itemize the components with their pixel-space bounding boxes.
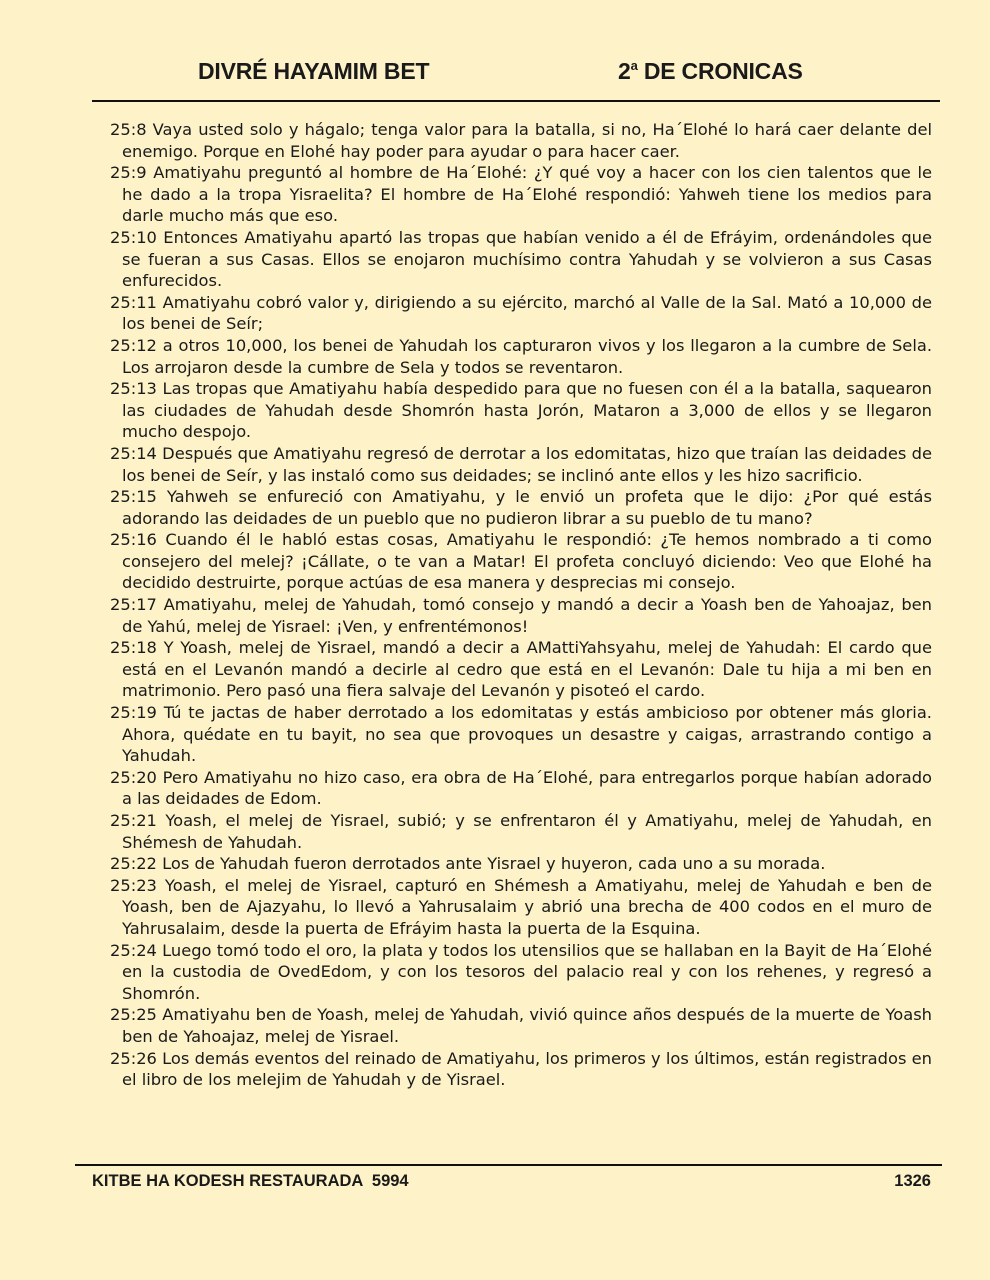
verse: 25:26 Los demás eventos del reinado de Amatiyahu, los primeros y los últimos, están registrados en el libro de los melejim de Yahudah y de Yisrael. [110, 1048, 932, 1090]
verse: 25:15 Yahweh se enfureció con Amatiyahu, y le envió un profeta que le dijo: ¿Por qué estás adorando las deidades de un pueblo que no pudieron librar a su pueblo de tu mano? [110, 487, 932, 528]
verse: 25:17 Amatiyahu, melej de Yahudah, tomó consejo y mandó a decir a Yoash ben de Yahoajaz, ben de Yahú, melej de Yisrael: ¡Ven, y enfrentémonos! [110, 595, 932, 636]
page-number: 1326 [894, 1172, 931, 1190]
verse: 25:16 Cuando él le habló estas cosas, Amatiyahu le respondió: ¿Te hemos nombrado a ti como consejero del melej? ¡Cállate, o te van a Matar! El profeta concluyó diciendo: Veo que Elohé ha decidido destruirte, porque actúas de esa manera y desprecias mi consejo. [110, 530, 932, 593]
book-subtitle-text: DE CRONICAS [637, 58, 803, 84]
verse: 25:14 Después que Amatiyahu regresó de derrotar a los edomitatas, hizo que traían las deidades de los benei de Seír, y las instaló como sus deidades; se inclinó ante ellos y les hizo sacrificio. [110, 443, 932, 485]
verse: 25:19 Tú te jactas de haber derrotado a los edomitatas y estás ambicioso por obtener más gloria. Ahora, quédate en tu bayit, no sea que provoques un desastre y caigas, arrastrando contigo a Yahudah. [110, 703, 932, 766]
verse: 25:13 Las tropas que Amatiyahu había despedido para que no fuesen con él a la batalla, saquearon las ciudades de Yahudah desde Shomrón hasta Jorón, Mataron a 3,000 de ellos y se llegaron mucho despojo. [110, 379, 932, 442]
footer-divider [75, 1164, 942, 1166]
verse: 25:18 Y Yoash, melej de Yisrael, mandó a decir a AMattiYahsyahu, melej de Yahudah: El cardo que está en el Levanón mandó a decirle al cedro que está en el Levanón: Dale tu hija a mi ben en matrimonio. Pero pasó una fiera salvaje del Levanón y pisoteó el cardo. [110, 638, 932, 701]
verse: 25:10 Entonces Amatiyahu apartó las tropas que habían venido a él de Efráyim, ordenándoles que se fueran a sus Casas. Ellos se enojaron muchísimo contra Yahudah y se volvieron a sus Casas enfurecidos. [110, 227, 932, 291]
verse: 25:11 Amatiyahu cobró valor y, dirigiendo a su ejército, marchó al Valle de la Sal. Mató a 10,000 de los benei de Seír; [110, 292, 932, 334]
book-subtitle-ordinal: a [630, 58, 638, 73]
verse: 25:22 Los de Yahudah fueron derrotados ante Yisrael y huyeron, cada uno a su morada. [110, 854, 826, 874]
book-subtitle-number: 2 [618, 58, 631, 84]
verse: 25:23 Yoash, el melej de Yisrael, capturó en Shémesh a Amatiyahu, melej de Yahudah e ben de Yoash, ben de Ajazyahu, lo llevó a Yahrusalaim y abrió una brecha de 400 codos en el muro de Yahrusalaim, desde la puerta de Efráyim hasta la puerta de la Esquina. [110, 875, 932, 938]
verse: 25:24 Luego tomó todo el oro, la plata y todos los utensilios que se hallaban en la Bayit de Ha´Elohé en la custodia de OvedEdom, y con los tesoros del palacio real y con los rehenes, y regresó a Shomrón. [110, 940, 932, 1003]
footer-edition: KITBE HA KODESH RESTAURADA 5994 [92, 1172, 409, 1190]
header-divider [92, 100, 940, 102]
page-header [93, 58, 940, 98]
book-title: DIVRÉ HAYAMIM BET [198, 58, 430, 84]
verse: 25:8 Vaya usted solo y hágalo; tenga valor para la batalla, si no, Ha´Elohé lo hará caer delante del enemigo. Porque en Elohé hay poder para ayudar o para hacer caer. [110, 120, 932, 161]
verse: 25:25 Amatiyahu ben de Yoash, melej de Yahudah, vivió quince años después de la muerte de Yoash ben de Yahoajaz, melej de Yisrael. [110, 1005, 932, 1046]
verse-list [110, 119, 932, 1091]
book-subtitle [618, 58, 803, 85]
verse: 25:9 Amatiyahu preguntó al hombre de Ha´Elohé: ¿Y qué voy a hacer con los cien talentos que le he dado a la tropa Yisraelita? El hombre de Ha´Elohé respondió: Yahweh tiene los medios para darle mucho más que eso. [110, 163, 932, 226]
verse: 25:21 Yoash, el melej de Yisrael, subió; y se enfrentaron él y Amatiyahu, melej de Yahudah, en Shémesh de Yahudah. [110, 811, 932, 852]
verse: 25:20 Pero Amatiyahu no hizo caso, era obra de Ha´Elohé, para entregarlos porque habían adorado a las deidades de Edom. [110, 767, 932, 809]
verse: 25:12 a otros 10,000, los benei de Yahudah los capturaron vivos y los llegaron a la cumbre de Sela. Los arrojaron desde la cumbre de Sela y todos se reventaron. [110, 335, 932, 377]
